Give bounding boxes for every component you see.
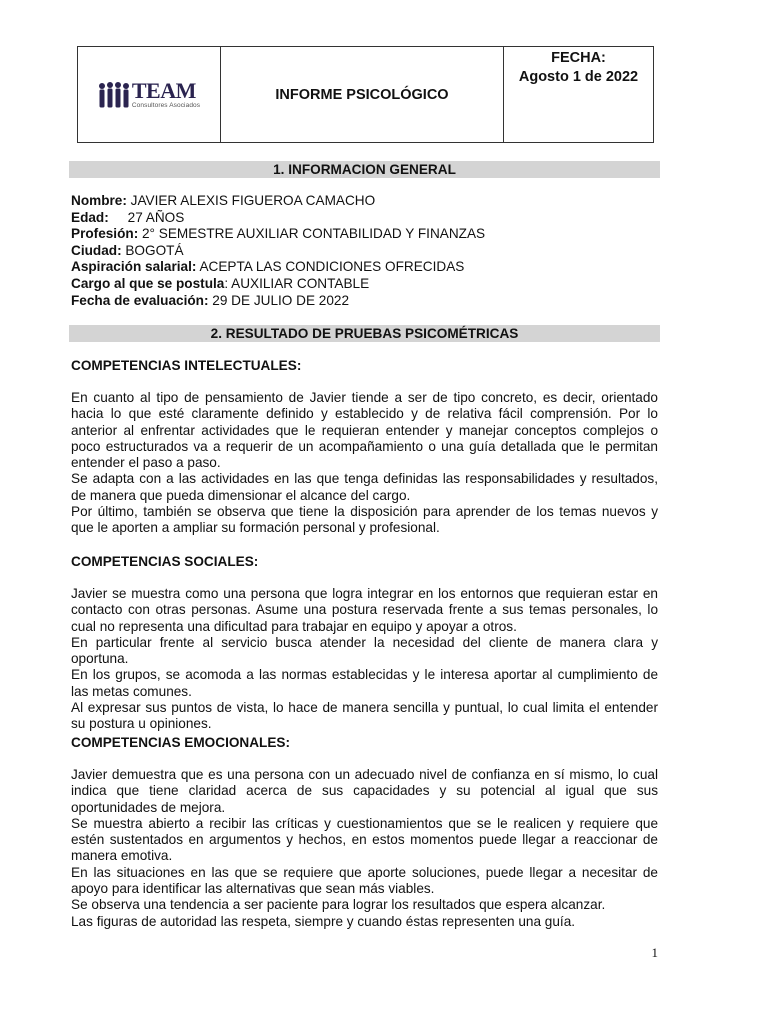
edad-value: 27 AÑOS bbox=[108, 209, 185, 225]
paragraph: Javier se muestra como una persona que logra integrar en los entornos que requieran estar en contacto con otras personas. Asume una postura reservada frente a sus temas personales, lo cual no representa una dificultad para trabajar en equipo y apoyar a otros. bbox=[71, 586, 658, 634]
general-info bbox=[71, 193, 661, 309]
aspiracion-label: Aspiración salarial: bbox=[71, 259, 197, 275]
ciudad-value: BOGOTÁ bbox=[121, 242, 184, 258]
info-row-profesion bbox=[71, 226, 661, 243]
report-title: INFORME PSICOLÓGICO bbox=[221, 47, 504, 142]
paragraph: En los grupos, se acomoda a las normas establecidas y le interesa aportar al cumplimiento de las metas comunes. bbox=[71, 667, 658, 699]
intellectual-competencies-text bbox=[71, 390, 658, 537]
section-heading-psychometric-results: 2. RESULTADO DE PRUEBAS PSICOMÉTRICAS bbox=[69, 325, 660, 342]
info-row-cargo bbox=[71, 276, 661, 293]
paragraph: Javier demuestra que es una persona con un adecuado nivel de confianza en sí mismo, lo cual indica que tiene claridad acerca de sus capacidades y su potencial al igual que sus oportunidades de mejora. bbox=[71, 767, 658, 815]
info-row-aspiracion bbox=[71, 259, 661, 276]
heading-social-competencies: COMPETENCIAS SOCIALES: bbox=[71, 554, 259, 569]
page-number: 1 bbox=[651, 945, 658, 960]
paragraph: En cuanto al tipo de pensamiento de Javier tiende a ser de tipo concreto, es decir, orientado hacia lo que esté claramente definido y establecido y de relativa fácil comprensión. Por lo anterior al enfrentar actividades que le requieran entender y manejar conceptos complejos o poco estructurados va a requerir de un acompañamiento o una guía detallada que le permitan entender el paso a paso. bbox=[71, 390, 658, 471]
info-row-nombre bbox=[71, 193, 661, 210]
paragraph: Se adapta con a las actividades en las que tenga definidas las responsabilidades y resultados, de manera que pueda dimensionar el alcance del cargo. bbox=[71, 471, 658, 503]
edad-label: Edad: bbox=[71, 209, 109, 225]
profesion-value: 2° SEMESTRE AUXILIAR CONTABILIDAD Y FINANZAS bbox=[138, 226, 486, 242]
profesion-label: Profesión: bbox=[71, 226, 139, 242]
people-logo-icon bbox=[98, 82, 130, 108]
fecha-label: Fecha de evaluación: bbox=[71, 292, 209, 308]
paragraph: En las situaciones en las que se requiere que aporte soluciones, puede llegar a necesitar de apoyo para identificar las alternativas que sean más viables. bbox=[71, 864, 658, 897]
heading-emotional-competencies: COMPETENCIAS EMOCIONALES: bbox=[71, 735, 291, 750]
fecha-value: 29 DE JULIO DE 2022 bbox=[208, 292, 350, 308]
nombre-value: JAVIER ALEXIS FIGUEROA CAMACHO bbox=[126, 193, 376, 208]
team-logo bbox=[98, 77, 201, 110]
aspiracion-value: ACEPTA LAS CONDICIONES OFRECIDAS bbox=[196, 259, 465, 275]
info-row-edad bbox=[71, 210, 661, 227]
paragraph: Se muestra abierto a recibir las críticas y cuestionamientos que se le realicen y requiere que estén sustentados en argumentos y hechos, en estos momentos puede llegar a reaccionar de manera emotiva. bbox=[71, 815, 658, 864]
logo-cell bbox=[78, 47, 221, 142]
paragraph: Por último, también se observa que tiene la disposición para aprender de los temas nuevos y que le aporten a ampliar su formación personal y profesional. bbox=[71, 504, 658, 536]
ciudad-label: Ciudad: bbox=[71, 242, 122, 258]
info-row-ciudad bbox=[71, 243, 661, 260]
logo-wordmark bbox=[131, 77, 201, 110]
cargo-value: : AUXILIAR CONTABLE bbox=[224, 275, 370, 291]
nombre-label: Nombre: bbox=[71, 193, 127, 208]
social-competencies-text bbox=[71, 586, 658, 733]
date-cell bbox=[504, 47, 653, 142]
emotional-competencies-text bbox=[71, 767, 658, 930]
date-block bbox=[519, 49, 638, 87]
paragraph: Se observa una tendencia a ser paciente para lograr los resultados que espera alcanzar. bbox=[71, 897, 606, 913]
paragraph: En particular frente al servicio busca atender la necesidad del cliente de manera clara y oportuna. bbox=[71, 634, 658, 667]
cargo-label: Cargo al que se postula bbox=[71, 275, 225, 291]
paragraph: Las figuras de autoridad las respeta, siempre y cuando éstas representen una guía. bbox=[71, 913, 576, 929]
info-row-fecha bbox=[71, 293, 661, 310]
heading-intellectual-competencies: COMPETENCIAS INTELECTUALES: bbox=[71, 358, 302, 373]
date-value: Agosto 1 de 2022 bbox=[518, 69, 639, 85]
logo-subtitle: Consultores Asociados bbox=[131, 101, 201, 109]
logo-team-text: TEAM bbox=[131, 77, 196, 103]
header-table bbox=[77, 46, 654, 143]
date-label: FECHA: bbox=[551, 50, 606, 66]
section-heading-general-info: 1. INFORMACION GENERAL bbox=[69, 161, 660, 178]
paragraph: Al expresar sus puntos de vista, lo hace de manera sencilla y puntual, lo cual limita el entender su postura u opiniones. bbox=[71, 700, 658, 732]
